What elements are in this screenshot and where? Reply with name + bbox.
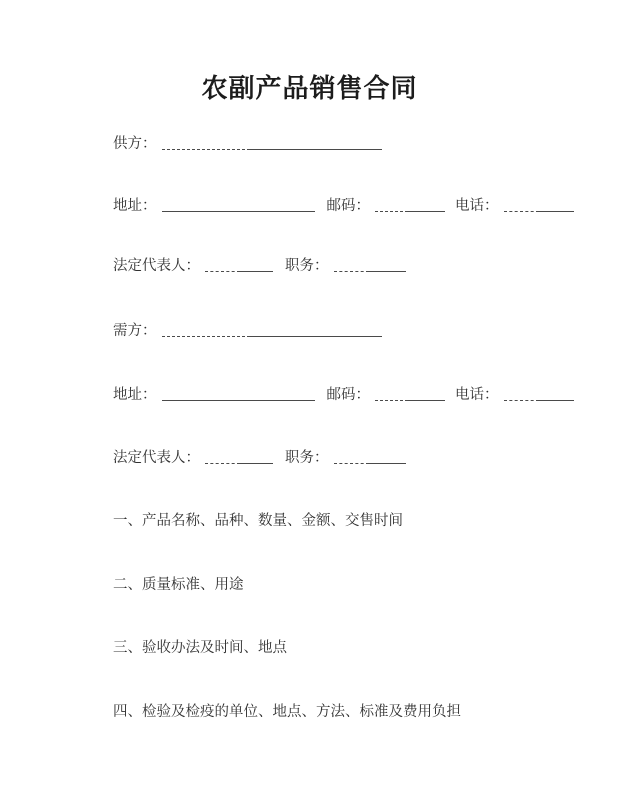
blank-dashed-segment	[334, 462, 369, 464]
supplier-row	[113, 135, 579, 154]
position-blank	[334, 451, 406, 470]
blank-dashed-segment	[162, 148, 250, 150]
blank-solid-segment	[369, 270, 406, 272]
blank-solid-segment	[539, 399, 574, 401]
phone-label: 电话：	[455, 387, 499, 403]
legal-rep-label: 法定代表人：	[113, 450, 200, 466]
clause-item: 一、产品名称、品种、数量、金额、交售时间	[113, 513, 403, 529]
blank-dashed-segment	[375, 210, 408, 212]
legal-rep-label: 法定代表人：	[113, 258, 200, 274]
clause-item: 三、验收办法及时间、地点	[113, 640, 287, 656]
buyer-name-blank	[162, 324, 382, 343]
blank-solid-segment	[162, 399, 315, 401]
address-blank	[162, 388, 315, 407]
supplier-legal-rep-row	[113, 257, 579, 276]
blank-dashed-segment	[375, 399, 408, 401]
supplier-label: 供方：	[113, 136, 157, 152]
supplier-name-blank	[162, 137, 382, 156]
address-label: 地址：	[113, 387, 157, 403]
legal-rep-blank	[205, 451, 273, 470]
blank-solid-segment	[250, 148, 382, 150]
position-blank	[334, 259, 406, 278]
phone-label: 电话：	[455, 198, 499, 214]
phone-blank	[504, 388, 574, 407]
blank-solid-segment	[240, 462, 273, 464]
blank-solid-segment	[539, 210, 574, 212]
buyer-address-row	[113, 386, 579, 405]
position-label: 职务：	[285, 450, 329, 466]
blank-dashed-segment	[205, 462, 240, 464]
blank-dashed-segment	[205, 270, 240, 272]
postcode-label: 邮码：	[326, 387, 370, 403]
blank-solid-segment	[240, 270, 273, 272]
blank-dashed-segment	[162, 335, 250, 337]
legal-rep-blank	[205, 259, 273, 278]
buyer-row	[113, 322, 579, 341]
blank-dashed-segment	[334, 270, 369, 272]
address-blank	[162, 199, 315, 218]
blank-dashed-segment	[504, 399, 539, 401]
blank-solid-segment	[408, 210, 445, 212]
blank-solid-segment	[250, 335, 382, 337]
buyer-legal-rep-row	[113, 449, 579, 468]
blank-solid-segment	[408, 399, 445, 401]
postcode-blank	[375, 199, 445, 218]
postcode-blank	[375, 388, 445, 407]
address-label: 地址：	[113, 198, 157, 214]
postcode-label: 邮码：	[326, 198, 370, 214]
clause-item: 二、质量标准、用途	[113, 577, 244, 593]
document-title: 农副产品销售合同	[201, 73, 418, 103]
blank-dashed-segment	[504, 210, 539, 212]
blank-solid-segment	[369, 462, 406, 464]
buyer-label: 需方：	[113, 323, 157, 339]
phone-blank	[504, 199, 574, 218]
clause-item: 四、检验及检疫的单位、地点、方法、标准及费用负担	[113, 704, 461, 720]
position-label: 职务：	[285, 258, 329, 274]
supplier-address-row	[113, 197, 579, 216]
blank-solid-segment	[162, 210, 315, 212]
